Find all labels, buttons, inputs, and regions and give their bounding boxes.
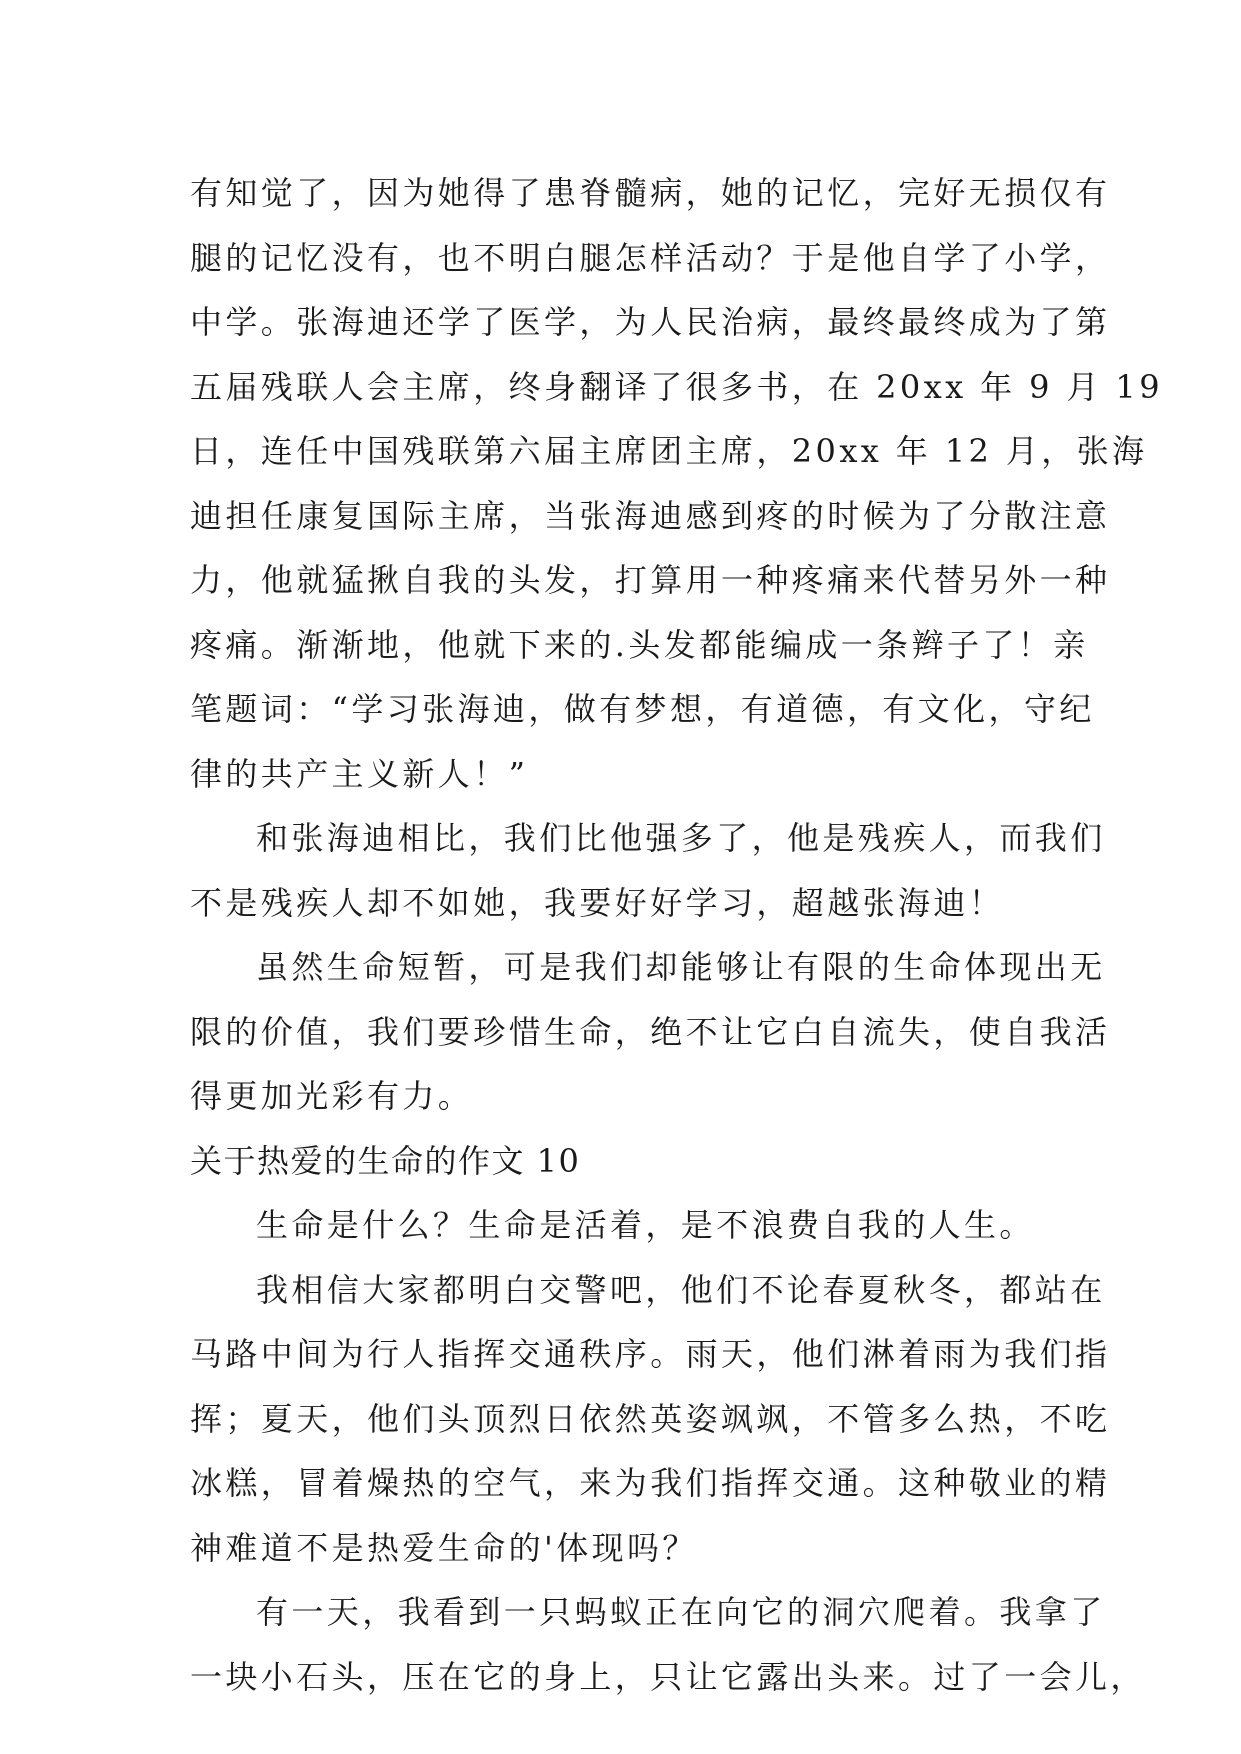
text-line: 力，他就猛揪自我的头发，打算用一种疼痛来代替另外一种 [190,561,1111,599]
text-line: 日，连任中国残联第六届主席团主席，20xx 年 12 月，张海 [190,432,1148,470]
text-line: 疼痛。渐渐地，他就下来的.头发都能编成一条辫子了！亲 [190,625,1089,664]
text-line: 有一天，我看到一只蚂蚁正在向它的洞穴爬着。我拿了 [256,1593,1106,1631]
text-line: 迪担任康复国际主席，当张海迪感到疼的时候为了分散注意 [190,496,1111,535]
text-line: 笔题词：“学习张海迪，做有梦想，有道德，有文化，守纪 [190,690,1095,728]
text-line: 一块小石头，压在它的身上，只让它露出头来。过了一会儿， [190,1657,1146,1696]
text-line: 生命是什么？生命是活着，是不浪费自我的人生。 [256,1206,1035,1244]
text-line: 冰糕，冒着燥热的空气，来为我们指挥交通。这种敬业的精 [190,1464,1111,1502]
paragraph-start [190,806,1106,871]
text-line: 中学。张海迪还学了医学，为人民治病，最终最终成为了第 [190,303,1111,341]
paragraph-start [190,1258,1106,1323]
text-line: 律的共产主义新人！” [190,754,529,793]
text-line: 得更加光彩有力。 [190,1077,474,1115]
document-body [190,161,1163,1709]
text-line: 不是残疾人却不如她，我要好好学习，超越张海迪！ [190,883,1005,922]
paragraph-start [190,935,1106,1000]
text-line: 我相信大家都明白交警吧，他们不论春夏秋冬，都站在 [256,1270,1106,1309]
text-line: 挥；夏天，他们头顶烈日依然英姿飒飒，不管多么热，不吃 [190,1399,1111,1438]
text-line: 虽然生命短暂，可是我们却能够让有限的生命体现出无 [256,948,1106,986]
paragraph-start [190,1580,1106,1645]
text-line: 限的价值，我们要珍惜生命，绝不让它白自流失，使自我活 [190,1012,1111,1051]
text-line: 神难道不是热爱生命的'体现吗？ [190,1528,698,1567]
text-line: 五届残联人会主席，终身翻译了很多书，在 20xx 年 9 月 19 [190,367,1163,406]
paragraph-start [190,1193,1060,1258]
text-line: 和张海迪相比，我们比他强多了，他是残疾人，而我们 [256,819,1106,857]
text-line: 马路中间为行人指挥交通秩序。雨天，他们淋着雨为我们指 [190,1335,1111,1373]
section-heading: 关于热爱的生命的作文 10 [190,1141,581,1180]
text-line: 腿的记忆没有，也不明白腿怎样活动？于是他自学了小学， [190,238,1111,277]
text-line: 有知觉了，因为她得了患脊髓病，她的记忆，完好无损仅有 [190,174,1111,212]
